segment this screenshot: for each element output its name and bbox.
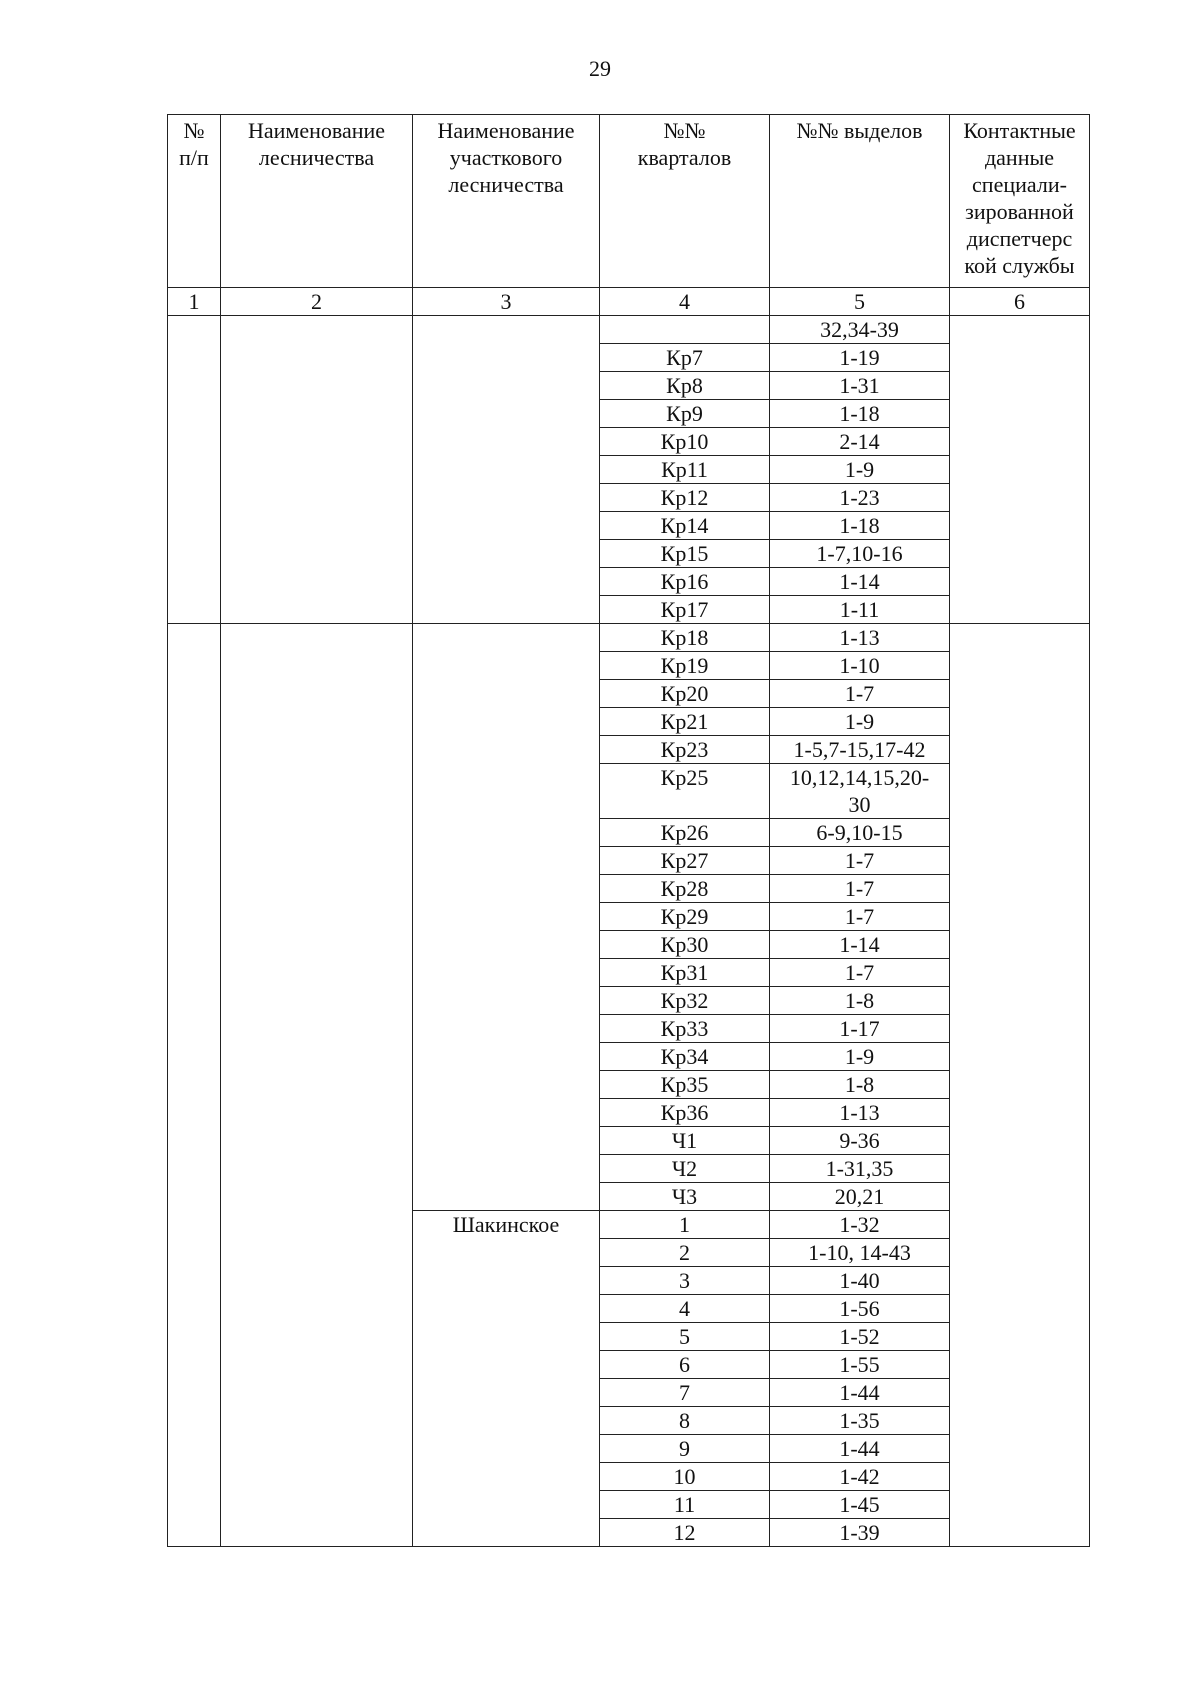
- contacts-cell: [950, 624, 1090, 1547]
- quarter-cell: [600, 316, 770, 344]
- allotment-cell: 1-17: [770, 1015, 950, 1043]
- allotment-cell: 1-7: [770, 875, 950, 903]
- allotment-cell: 1-9: [770, 1043, 950, 1071]
- quarter-cell: Кр33: [600, 1015, 770, 1043]
- quarter-cell: Ч1: [600, 1127, 770, 1155]
- quarter-cell: Кр34: [600, 1043, 770, 1071]
- allotment-cell: 32,34-39: [770, 316, 950, 344]
- allotment-cell: 1-18: [770, 400, 950, 428]
- column-number: 3: [413, 288, 600, 316]
- table-row: [168, 316, 1090, 344]
- allotment-cell: 1-14: [770, 568, 950, 596]
- quarter-cell: Кр31: [600, 959, 770, 987]
- table-body: [168, 316, 1090, 1547]
- quarter-cell: Кр19: [600, 652, 770, 680]
- num-cell: [168, 316, 221, 624]
- allotment-cell: 1-8: [770, 987, 950, 1015]
- allotment-cell: 1-9: [770, 708, 950, 736]
- allotment-cell: 1-31,35: [770, 1155, 950, 1183]
- allotment-cell: 1-44: [770, 1379, 950, 1407]
- quarter-cell: Кр35: [600, 1071, 770, 1099]
- header-row: [168, 115, 1090, 288]
- allotment-cell: 1-7: [770, 903, 950, 931]
- column-number: 1: [168, 288, 221, 316]
- quarter-cell: Кр30: [600, 931, 770, 959]
- allotment-cell: 1-31: [770, 372, 950, 400]
- header-forestry: Наименование лесничества: [221, 115, 413, 288]
- quarter-cell: Кр36: [600, 1099, 770, 1127]
- contacts-cell: [950, 316, 1090, 624]
- quarter-cell: 9: [600, 1435, 770, 1463]
- quarter-cell: Кр23: [600, 736, 770, 764]
- quarter-cell: 3: [600, 1267, 770, 1295]
- allotment-cell: 2-14: [770, 428, 950, 456]
- allotment-cell: 1-11: [770, 596, 950, 624]
- allotment-cell: 6-9,10-15: [770, 819, 950, 847]
- table-row: [168, 624, 1090, 652]
- quarter-cell: 10: [600, 1463, 770, 1491]
- quarter-cell: 12: [600, 1519, 770, 1547]
- allotment-cell: 1-7: [770, 847, 950, 875]
- quarter-cell: 8: [600, 1407, 770, 1435]
- quarter-cell: 5: [600, 1323, 770, 1351]
- header-num: № п/п: [168, 115, 221, 288]
- header-district-forestry: Наименование участкового лесничества: [413, 115, 600, 288]
- forestry-cell: [221, 624, 413, 1547]
- forest-quarters-table: [167, 114, 1090, 1547]
- allotment-cell: 1-56: [770, 1295, 950, 1323]
- quarter-cell: Кр20: [600, 680, 770, 708]
- quarter-cell: Кр8: [600, 372, 770, 400]
- district-cell: [413, 316, 600, 624]
- allotment-cell: 1-7,10-16: [770, 540, 950, 568]
- quarter-cell: Кр14: [600, 512, 770, 540]
- allotment-cell: 1-55: [770, 1351, 950, 1379]
- allotment-cell: 9-36: [770, 1127, 950, 1155]
- allotment-cell: 1-10, 14-43: [770, 1239, 950, 1267]
- column-number: 4: [600, 288, 770, 316]
- forestry-cell: [221, 316, 413, 624]
- district-forestry-name: Шакинское: [413, 1211, 600, 1547]
- allotment-cell: 1-40: [770, 1267, 950, 1295]
- allotment-cell: 1-14: [770, 931, 950, 959]
- header-contacts: Контактные данные специали- зированной диспетчерс кой службы: [950, 115, 1090, 288]
- quarter-cell: Кр26: [600, 819, 770, 847]
- quarter-cell: Кр9: [600, 400, 770, 428]
- allotment-cell: 1-42: [770, 1463, 950, 1491]
- num-cell: [168, 624, 221, 1547]
- allotment-cell: 1-19: [770, 344, 950, 372]
- allotment-cell: 1-44: [770, 1435, 950, 1463]
- quarter-cell: Кр27: [600, 847, 770, 875]
- quarter-cell: Кр28: [600, 875, 770, 903]
- allotment-cell: 1-35: [770, 1407, 950, 1435]
- quarter-cell: Кр12: [600, 484, 770, 512]
- quarter-cell: Кр21: [600, 708, 770, 736]
- quarter-cell: Ч2: [600, 1155, 770, 1183]
- quarter-cell: Кр29: [600, 903, 770, 931]
- allotment-cell: 1-23: [770, 484, 950, 512]
- header-allotments: №№ выделов: [770, 115, 950, 288]
- allotment-cell: 1-10: [770, 652, 950, 680]
- quarter-cell: 1: [600, 1211, 770, 1239]
- quarter-cell: Кр17: [600, 596, 770, 624]
- allotment-cell: 1-9: [770, 456, 950, 484]
- page-number: 29: [589, 56, 611, 81]
- district-cell: [413, 624, 600, 1211]
- quarter-cell: Кр15: [600, 540, 770, 568]
- column-number: 2: [221, 288, 413, 316]
- allotment-cell: 1-39: [770, 1519, 950, 1547]
- header-quarters: №№ кварталов: [600, 115, 770, 288]
- quarter-cell: Кр7: [600, 344, 770, 372]
- allotment-cell: 1-8: [770, 1071, 950, 1099]
- quarter-cell: Кр10: [600, 428, 770, 456]
- quarter-cell: Кр25: [600, 764, 770, 819]
- allotment-cell: 20,21: [770, 1183, 950, 1211]
- allotment-cell: 1-18: [770, 512, 950, 540]
- quarter-cell: Кр18: [600, 624, 770, 652]
- allotment-cell: 1-45: [770, 1491, 950, 1519]
- quarter-cell: 4: [600, 1295, 770, 1323]
- quarter-cell: 7: [600, 1379, 770, 1407]
- allotment-cell: 1-32: [770, 1211, 950, 1239]
- quarter-cell: 2: [600, 1239, 770, 1267]
- column-number-row: [168, 288, 1090, 316]
- quarter-cell: Кр16: [600, 568, 770, 596]
- allotment-cell: 1-52: [770, 1323, 950, 1351]
- quarter-cell: Кр11: [600, 456, 770, 484]
- allotment-cell: 1-13: [770, 624, 950, 652]
- allotment-cell: 1-7: [770, 680, 950, 708]
- quarter-cell: Кр32: [600, 987, 770, 1015]
- allotment-cell: 10,12,14,15,20- 30: [770, 764, 950, 819]
- quarter-cell: 6: [600, 1351, 770, 1379]
- quarter-cell: 11: [600, 1491, 770, 1519]
- allotment-cell: 1-13: [770, 1099, 950, 1127]
- column-number: 5: [770, 288, 950, 316]
- allotment-cell: 1-7: [770, 959, 950, 987]
- quarter-cell: Ч3: [600, 1183, 770, 1211]
- column-number: 6: [950, 288, 1090, 316]
- allotment-cell: 1-5,7-15,17-42: [770, 736, 950, 764]
